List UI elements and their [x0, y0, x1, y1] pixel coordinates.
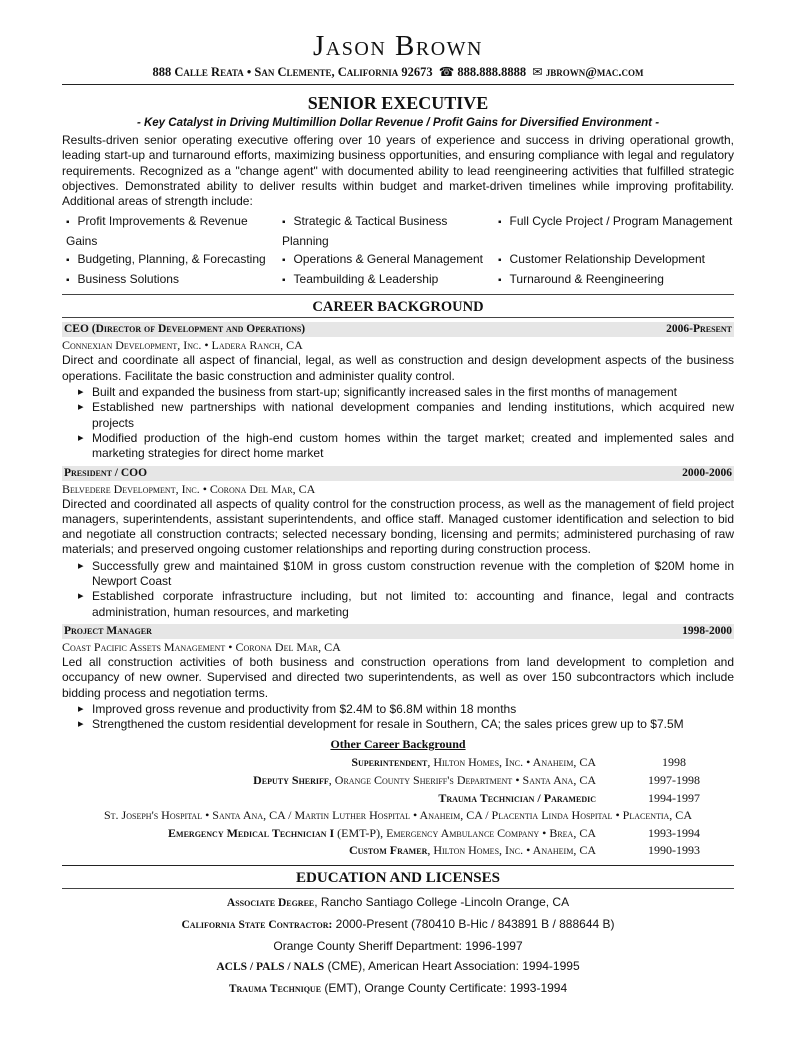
- candidate-name: Jason Brown: [313, 30, 483, 62]
- other-career-list: [62, 754, 734, 860]
- phone: 888.888.8888: [457, 65, 527, 79]
- achievement-item: ▸ Modified production of the high-end custom homes within the target market; created and implemented sales and marketing strategies for direct home market: [78, 431, 734, 462]
- job-title: President / COO: [64, 466, 148, 479]
- job-description: Directed and coordinated all aspects of quality control for the construction process, as well as the management of field project managers, superintendents, assistant superintendents, and office staff. Managed customer identification and selection to bid and negotiate all construction contracts; selected necessary bonding, licensing and permits; administered purchasing of raw materials; and preserved ongoing customer relationships and reporting during construction process.: [62, 496, 734, 557]
- achievement-list: [62, 385, 734, 461]
- header-divider: [62, 84, 734, 85]
- other-year: 1993-1994: [648, 825, 700, 840]
- other-role: Trauma Technician / Paramedic: [438, 790, 596, 805]
- job-description: Direct and coordinate all aspect of financial, legal, as well as construction and design development aspects of the business operations. Facilitate the basic construction and administer quality control.: [62, 353, 734, 383]
- skill-item: ▪ Teambuilding & Leadership: [278, 270, 494, 290]
- job-description: Led all construction activities of both business and construction operations from land development to completion and occupancy of new owner. Supervised and directed two superintendents, as well as over 150 subcontractors which include bidding process and negotiation terms.: [62, 654, 734, 700]
- education-item: [62, 892, 734, 914]
- job-dates: 2006-Present: [666, 323, 732, 336]
- achievement-item: ▸ Established corporate infrastructure including, but not limited to: accounting and finance, legal and contracts administration, human resources, and marketing: [78, 589, 734, 620]
- contact-line: [62, 64, 734, 80]
- skill-item: ▪ Business Solutions: [62, 270, 278, 290]
- education-detail: , Rancho Santiago College -Lincoln Orange, CA: [314, 894, 570, 909]
- achievement-list: [62, 559, 734, 620]
- job-company: Connexian Development, Inc. • Ladera Ranch, CA: [62, 338, 303, 353]
- summary-paragraph: Results-driven senior operating executive offering over 10 years of experience and success in driving operational growth, leading start-up and turnaround efforts, maximizing business opportunities, and ensuring compliance with legal and regulatory requirements. Recognized as a "change agent" with documented ability to lead reengineering activities that fulfilled strategic objectives. Demonstrated ability to deliver results within budget and market-driven timelines while improving profitability. Additional areas of strength include:: [62, 133, 734, 209]
- other-career-row: [62, 842, 734, 860]
- skill-item: ▪ Operations & General Management: [278, 250, 494, 270]
- achievement-item: ▸ Strengthened the custom residential development for resale in Southern, CA; the sales prices grew up to $7.5M: [78, 717, 734, 732]
- section-divider: [62, 294, 734, 295]
- other-year: 1990-1993: [648, 843, 700, 858]
- education-item: [62, 914, 734, 936]
- education-label: ACLS / PALS / NALS: [216, 961, 325, 974]
- other-year: 1998: [662, 755, 686, 770]
- headline: SENIOR EXECUTIVE: [307, 93, 489, 113]
- skills-list: [62, 212, 734, 290]
- section-divider: [62, 865, 734, 866]
- other-career-row: [62, 754, 734, 772]
- skill-item: ▪ Turnaround & Reengineering: [494, 270, 734, 290]
- education-item: [62, 978, 734, 1000]
- job-company: Belvedere Development, Inc. • Corona Del Mar, CA: [62, 481, 316, 496]
- job-header: [62, 322, 734, 337]
- other-career-row: [62, 790, 734, 808]
- job-header: [62, 466, 734, 481]
- tagline: - Key Catalyst in Driving Multimillion Dollar Revenue / Profit Gains for Diversified Environment -: [136, 117, 660, 129]
- other-role: Emergency Medical Technician I: [168, 825, 335, 840]
- other-career-row: [62, 825, 734, 843]
- education-item: [62, 956, 734, 978]
- skill-item: ▪ Profit Improvements & Revenue Gains: [62, 212, 278, 250]
- education-label: Associate Degree: [226, 896, 315, 909]
- envelope-icon: ✉: [532, 65, 543, 79]
- other-role: Custom Framer: [348, 843, 428, 858]
- phone-icon: ☎: [438, 65, 455, 79]
- education-detail: 2000-Present (780410 B-Hic / 843891 B / 888644 B): [332, 916, 615, 931]
- section-divider: [62, 888, 734, 889]
- skill-item: ▪ Customer Relationship Development: [494, 250, 734, 270]
- skill-item: ▪ Strategic & Tactical Business Planning: [278, 212, 494, 250]
- other-role: Deputy Sheriff: [253, 773, 329, 788]
- other-career-title: Other Career Background: [330, 737, 466, 752]
- job-title: Project Manager: [64, 624, 152, 637]
- other-year: 1997-1998: [648, 773, 700, 788]
- resume-page: [0, 30, 796, 1060]
- other-year: 1994-1997: [648, 790, 700, 805]
- email[interactable]: jbrown@mac.com: [545, 65, 644, 79]
- address: 888 Calle Reata • San Clemente, California 92673: [152, 65, 433, 79]
- achievement-item: ▸ Established new partnerships with national development companies and lending institutions, which acquired new projects: [78, 400, 734, 431]
- education-detail: (EMT), Orange County Certificate: 1993-1994: [321, 981, 568, 996]
- education-detail: Orange County Sheriff Department: 1996-1997: [273, 938, 523, 953]
- job-title: CEO (Director of Development and Operations): [64, 323, 306, 336]
- other-detail: , Hilton Homes, Inc. • Anaheim, CA: [427, 755, 596, 770]
- education-label: California State Contractor:: [181, 918, 333, 931]
- achievement-item: ▸ Improved gross revenue and productivity from $2.4M to $6.8M within 18 months: [78, 702, 734, 717]
- other-career-row: [62, 772, 734, 790]
- other-detail: , Orange County Sheriff's Department • Santa Ana, CA: [328, 773, 596, 788]
- other-detail: St. Joseph's Hospital • Santa Ana, CA / Martin Luther Hospital • Anaheim, CA / Placentia Linda Hospital • Placentia, CA: [104, 808, 692, 823]
- skill-item: ▪ Full Cycle Project / Program Management: [494, 212, 734, 250]
- other-role: Superintendent: [351, 755, 428, 770]
- other-career-row: [62, 807, 734, 825]
- job-dates: 2000-2006: [682, 466, 732, 479]
- achievement-item: ▸ Built and expanded the business from start-up; significantly increased sales in the first months of management: [78, 385, 734, 400]
- education-label: Trauma Technique: [228, 983, 322, 996]
- job-company: Coast Pacific Assets Management • Corona Del Mar, CA: [62, 639, 341, 654]
- education-section-title: EDUCATION AND LICENSES: [296, 869, 500, 886]
- education-list: [62, 892, 734, 1000]
- career-section-title: CAREER BACKGROUND: [312, 299, 484, 316]
- education-item: [62, 936, 734, 957]
- skill-item: ▪ Budgeting, Planning, & Forecasting: [62, 250, 278, 270]
- education-detail: (CME), American Heart Association: 1994-1995: [324, 959, 580, 974]
- achievement-item: ▸ Successfully grew and maintained $10M in gross custom construction revenue with the completion of $20M home in Newport Coast: [78, 559, 734, 590]
- job-header: [62, 624, 734, 639]
- job-dates: 1998-2000: [682, 624, 732, 637]
- other-detail: (EMT-P), Emergency Ambulance Company • Brea, CA: [334, 825, 596, 840]
- other-detail: , Hilton Homes, Inc. • Anaheim, CA: [427, 843, 596, 858]
- achievement-list: [62, 702, 734, 733]
- section-divider: [62, 317, 734, 318]
